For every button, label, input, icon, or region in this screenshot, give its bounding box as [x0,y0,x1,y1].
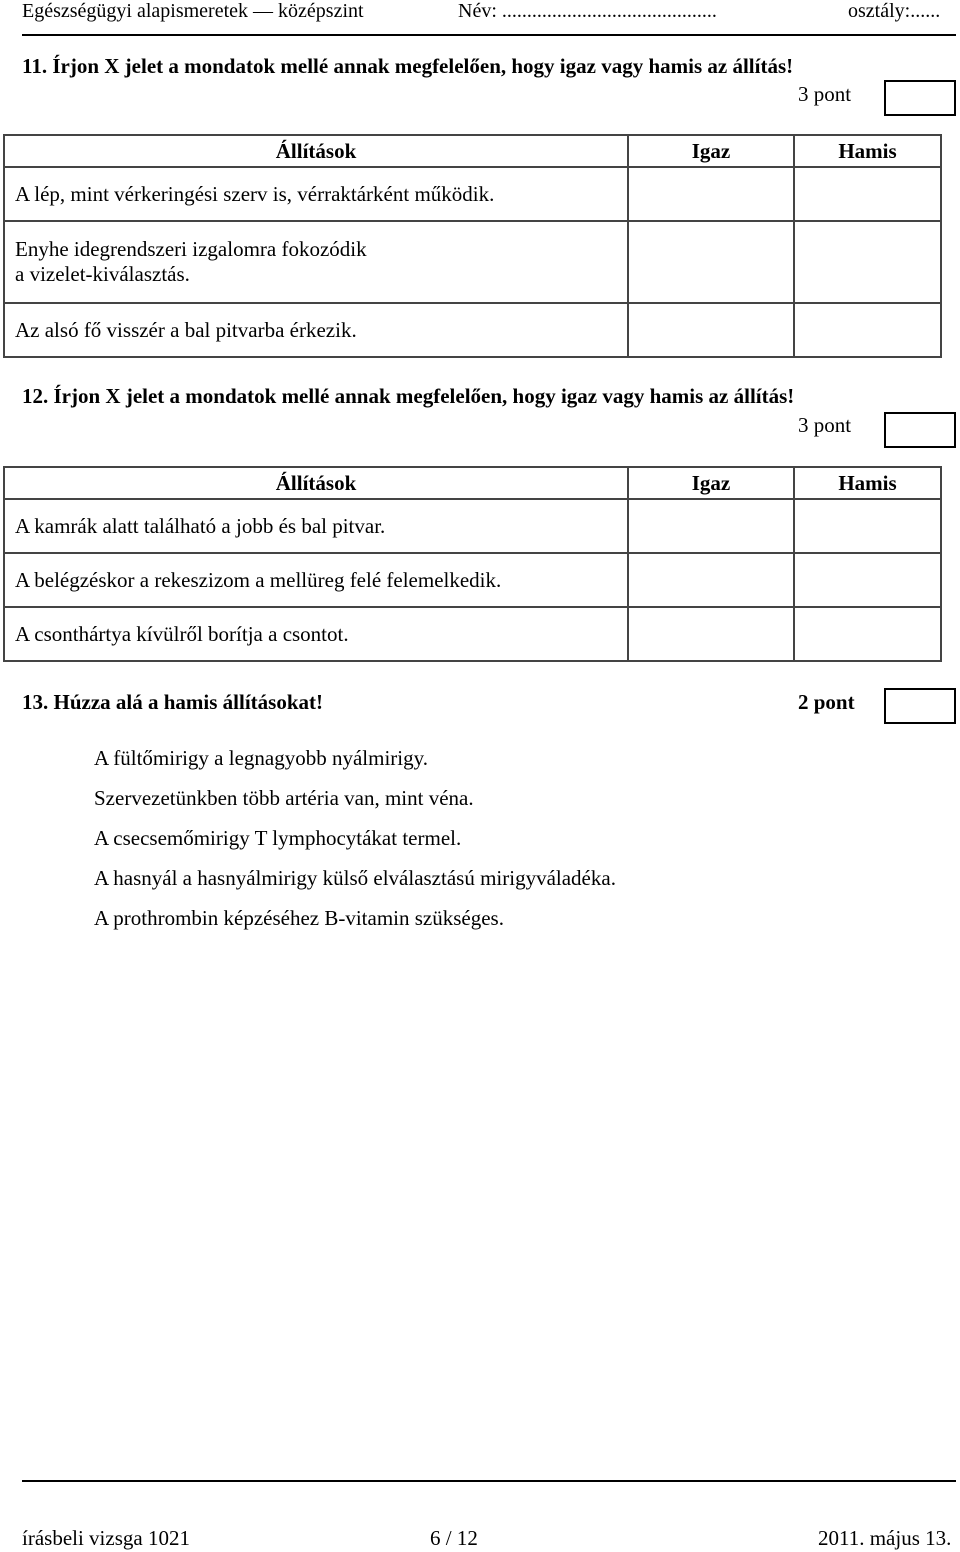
table-row [4,221,941,303]
q11-false-cell-3[interactable] [794,303,941,357]
q12-instruction: Írjon X jelet a mondatok mellé annak megfelelően, hogy igaz vagy hamis az állítás! [53,384,795,408]
q12-statement-3: A csonthártya kívülről borítja a csontot. [4,607,628,661]
q13-points: 2 pont [798,690,855,714]
q11-number: 11. [22,54,48,78]
q11-points: 3 pont [798,82,852,106]
q11-heading [22,54,793,79]
table-row [4,303,941,357]
q12-statement-2: A belégzéskor a rekeszizom a mellüreg felé felemelkedik. [4,553,628,607]
table-row [4,499,941,553]
q12-number: 12. [22,384,49,408]
q11-true-cell-1[interactable] [628,167,794,221]
footer-page-number: 6 / 12 [430,1526,478,1550]
q12-statement-1: A kamrák alatt található a jobb és bal pitvar. [4,499,628,553]
q11-false-cell-2[interactable] [794,221,941,303]
list-item[interactable]: A hasnyál a hasnyálmirigy külső elválasztású mirigyváladéka. [94,866,616,890]
q11-statement-2: Enyhe idegrendszeri izgalomra fokozódik a vizelet-kiválasztás. [4,221,628,303]
q12-table [3,466,942,662]
q13-instruction: Húzza alá a hamis állításokat! [53,690,324,714]
q11-col-true: Igaz [628,135,794,167]
list-item[interactable]: A prothrombin képzéséhez B-vitamin szükséges. [94,906,504,930]
q11-false-cell-1[interactable] [794,167,941,221]
q11-statement-3: Az alsó fő visszér a bal pitvarba érkezik. [4,303,628,357]
table-row [4,167,941,221]
q12-points: 3 pont [798,413,852,437]
header-subject: Egészségügyi alapismeretek — középszint [22,0,364,22]
q13-number: 13. [22,690,49,714]
header-rule [22,34,956,36]
q11-true-cell-3[interactable] [628,303,794,357]
q11-statement-1: A lép, mint vérkeringési szerv is, vérraktárként működik. [4,167,628,221]
footer-exam-code: írásbeli vizsga 1021 [22,1526,190,1550]
q12-false-cell-3[interactable] [794,607,941,661]
q12-heading [22,384,794,409]
list-item[interactable]: Szervezetünkben több artéria van, mint véna. [94,786,474,810]
header-class-field: osztály:...... [848,0,941,22]
q12-col-statements: Állítások [4,467,628,499]
q13-statement-list [94,738,616,938]
q12-false-cell-2[interactable] [794,553,941,607]
footer-rule [22,1480,956,1482]
q12-true-cell-3[interactable] [628,607,794,661]
q12-true-cell-2[interactable] [628,553,794,607]
table-row [4,607,941,661]
q12-score-box[interactable] [884,412,956,448]
footer-date: 2011. május 13. [818,1526,952,1550]
q13-score-box[interactable] [884,688,956,724]
q11-col-statements: Állítások [4,135,628,167]
q11-table [3,134,942,358]
q11-col-false: Hamis [794,135,941,167]
q11-true-cell-2[interactable] [628,221,794,303]
q12-false-cell-1[interactable] [794,499,941,553]
table-row [4,553,941,607]
list-item[interactable]: A fültőmirigy a legnagyobb nyálmirigy. [94,746,429,770]
list-item[interactable]: A csecsemőmirigy T lymphocytákat termel. [94,826,462,850]
q12-col-false: Hamis [794,467,941,499]
q11-score-box[interactable] [884,80,956,116]
q12-col-true: Igaz [628,467,794,499]
q13-heading [22,690,323,715]
header-name-field: Név: ........................................... [458,0,717,22]
q11-instruction: Írjon X jelet a mondatok mellé annak megfelelően, hogy igaz vagy hamis az állítás! [52,54,794,78]
q12-true-cell-1[interactable] [628,499,794,553]
